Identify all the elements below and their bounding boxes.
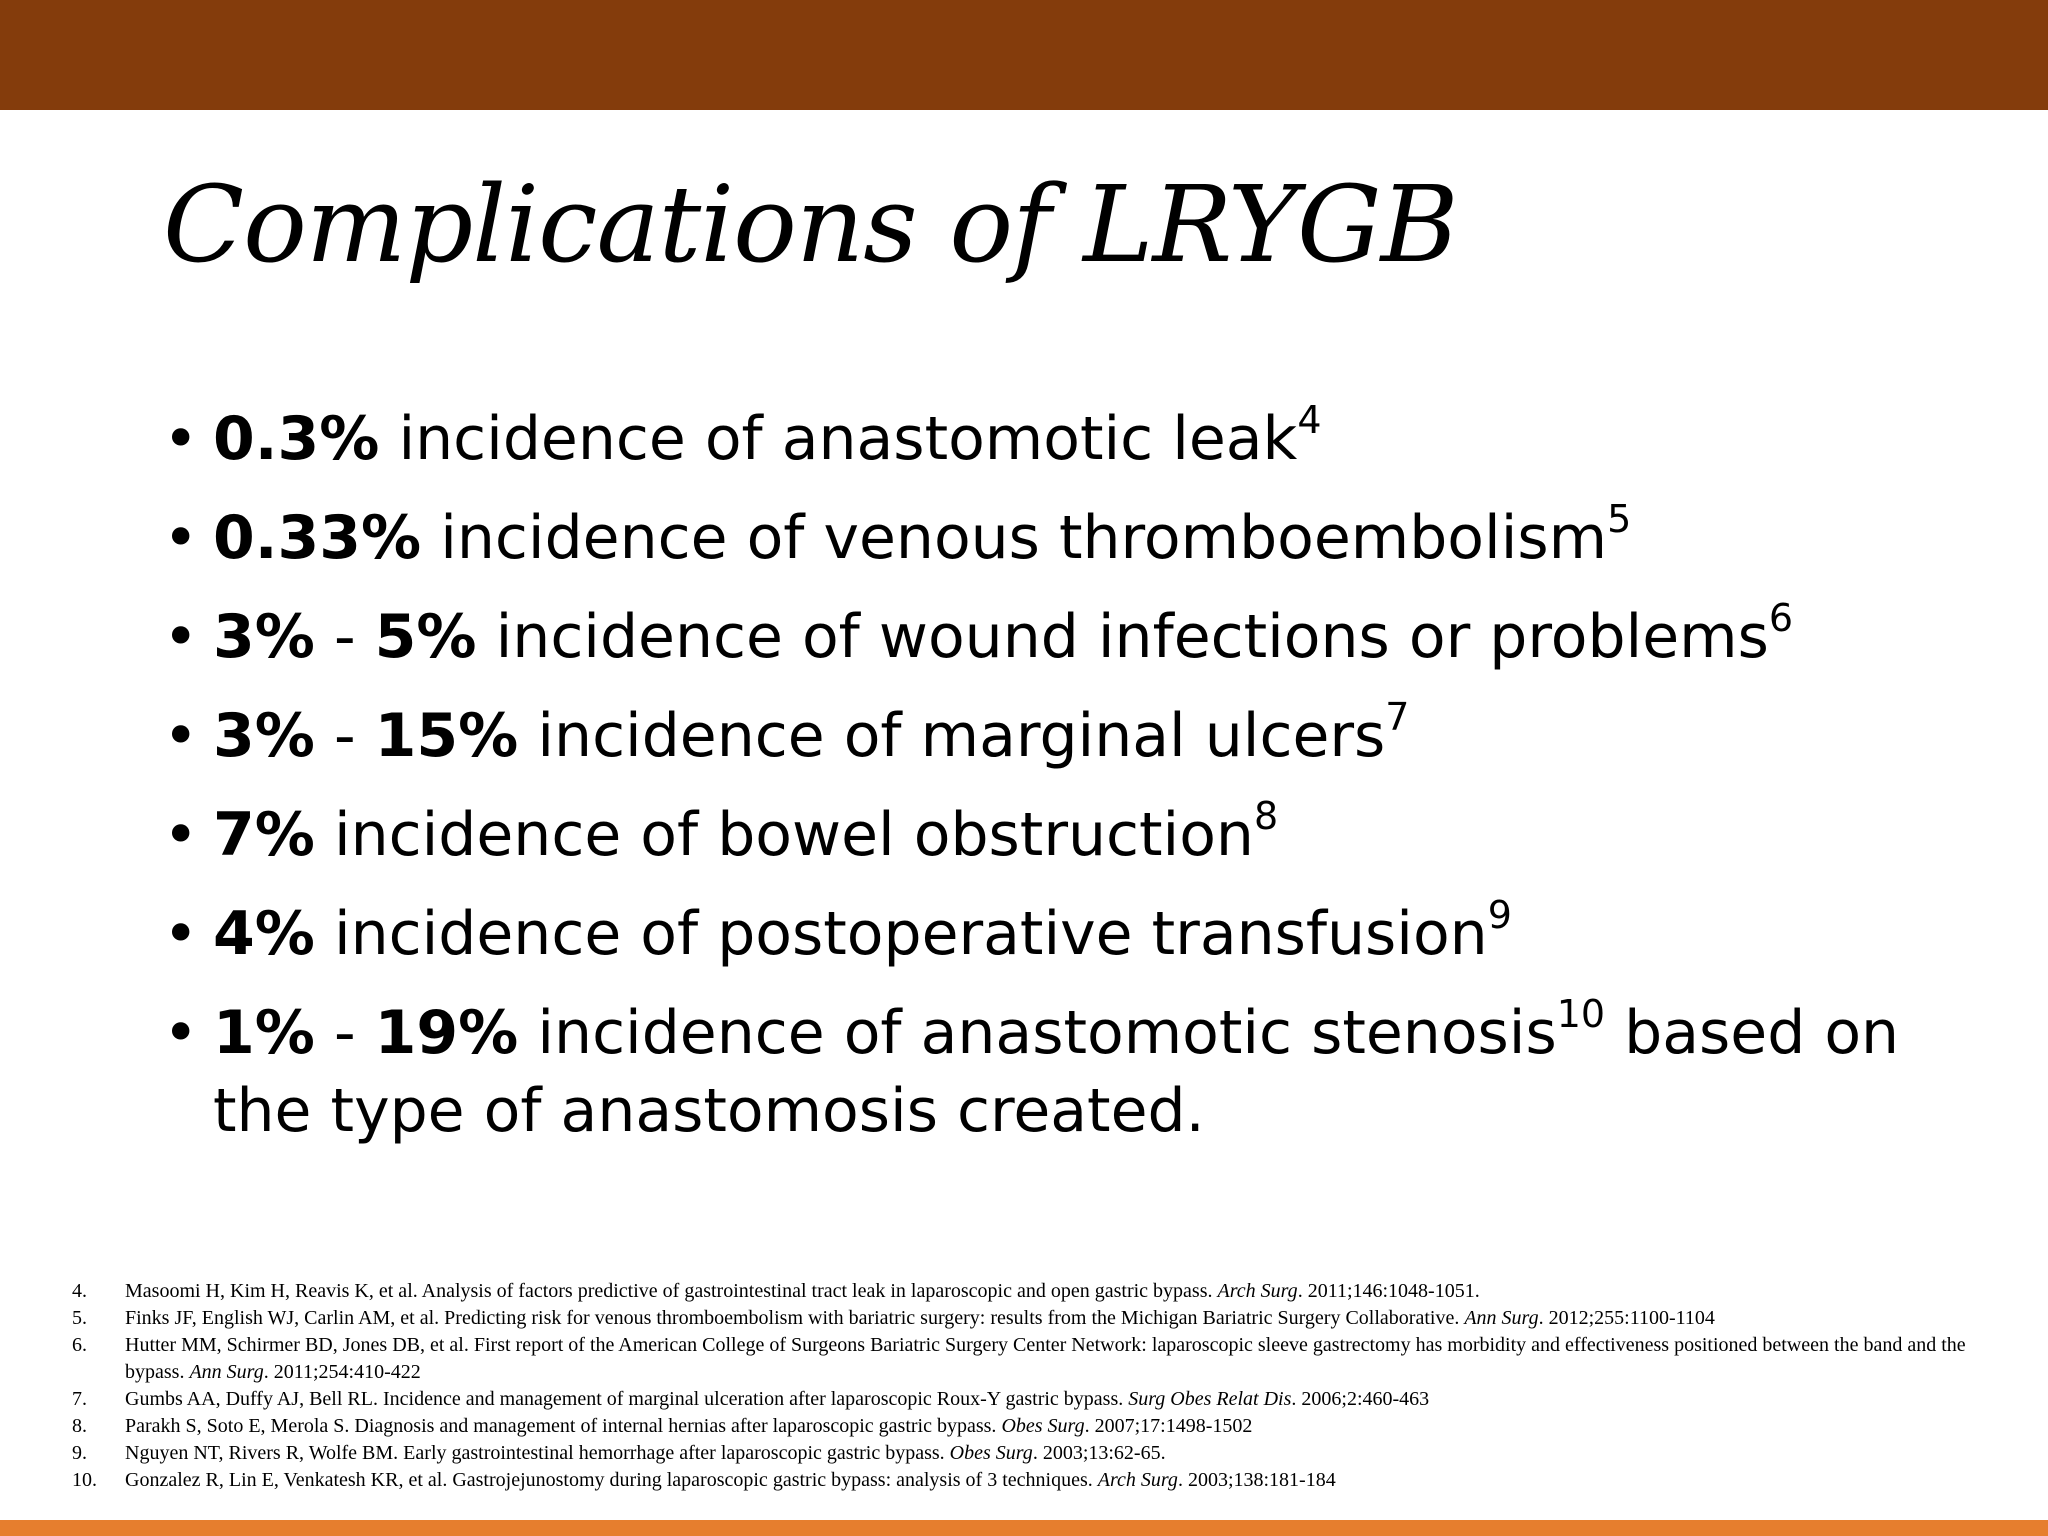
citation-superscript: 7 (1385, 695, 1410, 739)
bullet-text: incidence of postoperative transfusion (314, 899, 1488, 969)
reference-item: 9. Nguyen NT, Rivers R, Wolfe BM. Early gastrointestinal hemorrhage after laparoscopic gastric bypass. Obes Surg. 2003;13:62-65. (70, 1440, 1970, 1467)
bullet-item (163, 499, 1963, 577)
bullet-percent: 0.33% (213, 503, 422, 573)
bullet-item: • 3% - 15% incidence of marginal ulcers$^7$ (163, 697, 1963, 775)
bullet-text: incidence of venous thromboembolism (421, 503, 1608, 573)
citation-superscript: 9 (1487, 893, 1512, 937)
reference-number: 4. (72, 1280, 87, 1302)
bottom-accent-bar (0, 1520, 2048, 1536)
reference-number: 6. (72, 1334, 87, 1356)
citation-superscript: 4 (1297, 398, 1322, 442)
reference-number: 5. (72, 1307, 87, 1329)
bullet-text: incidence of bowel obstruction (314, 800, 1254, 870)
reference-number: 8. (72, 1415, 87, 1437)
reference-item: 6. Hutter MM, Schirmer BD, Jones DB, et al. First report of the American College of Surgeons Bariatric Surgery Center Network: laparoscopic sleeve gastrectomy has morbidity and effectiveness positioned between the band and the bypass. Ann Surg. 2011;254:410-422 (72, 1334, 1966, 1383)
bullet-percent: 4% (213, 899, 315, 969)
citation-superscript: 5 (1607, 497, 1632, 541)
bullet-item (163, 796, 1963, 874)
bullet-text: incidence of wound infections or problems (476, 602, 1769, 672)
reference-item: 7. Gumbs AA, Duffy AJ, Bell RL. Incidence and management of marginal ulceration after laparoscopic Roux-Y gastric bypass. Surg Obes Relat Dis. 2006;2:460-463 (70, 1386, 1970, 1413)
journal-name: Arch Surg (1097, 1469, 1178, 1491)
reference-number: 10. (72, 1469, 97, 1491)
reference-item: 8. Parakh S, Soto E, Merola S. Diagnosis and management of internal hernias after laparoscopic gastric bypass. Obes Surg. 2007;17:1498-1502 (70, 1413, 1970, 1440)
journal-name: Obes Surg (949, 1442, 1033, 1464)
reference-number: 9. (72, 1442, 87, 1464)
reference-item: 10. Gonzalez R, Lin E, Venkatesh KR, et al. Gastrojejunostomy during laparoscopic gastric bypass: analysis of 3 techniques. Arch Surg. 2003;138:181-184 (70, 1467, 1970, 1494)
bullet-text: incidence of marginal ulcers (518, 701, 1386, 771)
journal-name: Obes Surg (1001, 1415, 1085, 1437)
complications-bullet-list (163, 400, 1963, 1171)
citation-superscript: 8 (1253, 794, 1279, 838)
citation-superscript: 6 (1768, 596, 1794, 640)
bullet-percent: 1% (213, 998, 315, 1068)
journal-name: Ann Surg (189, 1361, 264, 1383)
journal-name: Ann Surg (1464, 1307, 1539, 1329)
bullet-item: • 1% - 19% incidence of anastomotic stenosis$^{10}$ based on the type of anastomosis created. (163, 994, 1963, 1150)
slide-title: Complications of LRYGB (163, 163, 1458, 286)
reference-item: 5. Finks JF, English WJ, Carlin AM, et al. Predicting risk for venous thromboembolism with bariatric surgery: results from the Michigan Bariatric Surgery Collaborative. Ann Surg. 2012;255:1100-1104 (70, 1305, 1970, 1332)
top-accent-bar (0, 0, 2048, 110)
bullet-text: incidence of anastomotic stenosis (518, 998, 1557, 1068)
bullet-percent: 7% (213, 800, 315, 870)
journal-name: Surg Obes Relat Dis (1128, 1388, 1292, 1410)
bullet-text: incidence of anastomotic leak (379, 404, 1298, 474)
bullet-percent: 3% (213, 701, 315, 771)
bullet-item (163, 895, 1963, 973)
reference-number: 7. (72, 1388, 87, 1410)
bullet-percent: 0.3% (213, 404, 380, 474)
citation-superscript: 10 (1556, 992, 1606, 1036)
bullet-item (163, 400, 1963, 478)
bullet-percent: 3% (213, 602, 315, 672)
journal-name: Arch Surg (1217, 1280, 1298, 1302)
bullet-item: • 3% - 5% incidence of wound infections or problems$^6$ (163, 598, 1963, 676)
references-list (70, 1278, 1970, 1494)
reference-item: 4. Masoomi H, Kim H, Reavis K, et al. Analysis of factors predictive of gastrointestinal tract leak in laparoscopic and open gastric bypass. Arch Surg. 2011;146:1048-1051. (70, 1278, 1970, 1305)
